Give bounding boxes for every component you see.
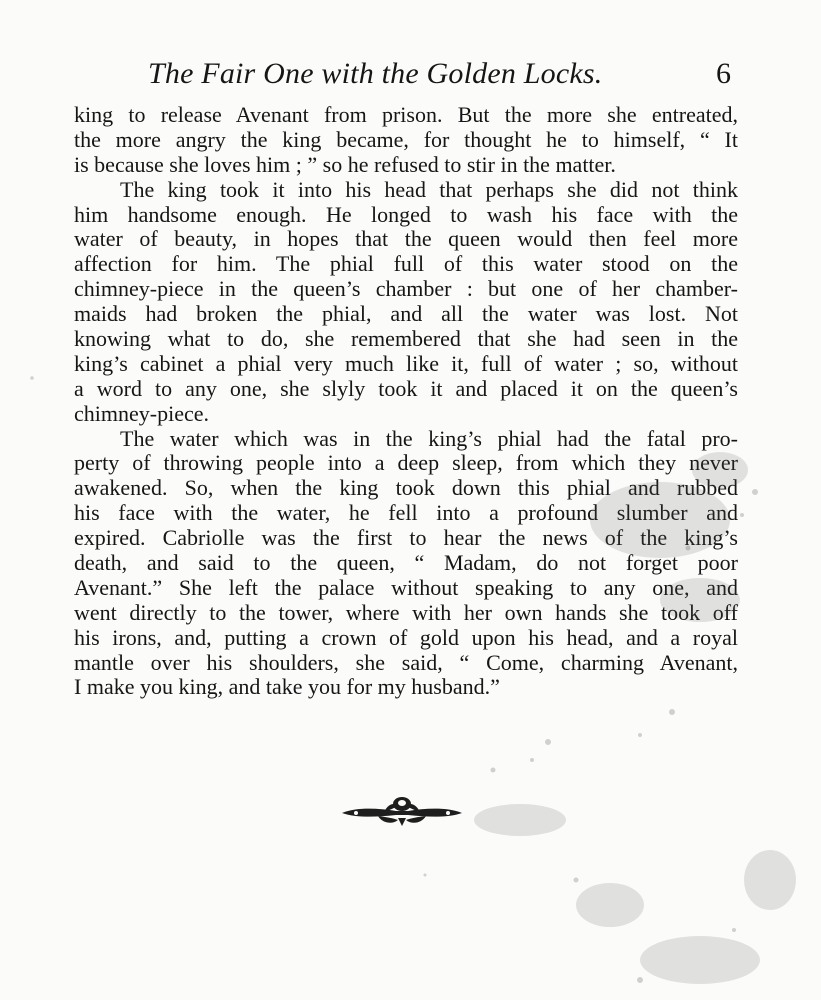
text-line: a word to any one, she slyly took it and placed it on the queen’s [74, 376, 738, 401]
body-text [74, 103, 738, 700]
text-line: went directly to the tower, where with her own hands she took off [74, 600, 738, 625]
text-line: mantle over his shoulders, she said, “ Come, charming Avenant, [74, 650, 738, 675]
text-line: expired. Cabriolle was the first to hear the news of the king’s [74, 526, 738, 551]
text-line: is because she loves him ; ” so he refused to stir in the matter. [74, 152, 616, 177]
text-line: his face with the water, he fell into a profound slumber and [74, 501, 738, 526]
text-line: perty of throwing people into a deep sleep, from which they never [74, 451, 738, 476]
paragraph-first-line: The water which was in the king’s phial had the fatal pro- [120, 426, 738, 451]
text-line: him handsome enough. He longed to wash his face with the [74, 202, 738, 227]
text-line: I make you king, and take you for my husband.” [74, 675, 500, 700]
text-line: king’s cabinet a phial very much like it, full of water ; so, without [74, 351, 738, 376]
text-line: chimney-piece. [74, 401, 209, 426]
text-line: knowing what to do, she remembered that she had seen in the [74, 327, 738, 352]
text-line: king to release Avenant from prison. But the more she entreated, [74, 103, 738, 127]
text-line: affection for him. The phial full of this water stood on the [74, 252, 738, 277]
text-line: his irons, and, putting a crown of gold upon his head, and a royal [74, 625, 738, 650]
text-line: awakened. So, when the king took down this phial and rubbed [74, 476, 738, 501]
text-line: maids had broken the phial, and all the water was lost. Not [74, 302, 738, 327]
running-title: The Fair One with the Golden Locks. [148, 57, 603, 90]
page-number: 6 [716, 57, 731, 90]
text-line: death, and said to the queen, “ Madam, do not forget poor [74, 551, 738, 576]
paragraph-first-line: The king took it into his head that perhaps she did not think [120, 177, 738, 202]
text-line: chimney-piece in the queen’s chamber : but one of her chamber- [74, 277, 738, 302]
text-line: water of beauty, in hopes that the queen would then feel more [74, 227, 738, 252]
text-line: the more angry the king became, for thought he to himself, “ It [74, 127, 738, 152]
tailpiece-ornament-icon [338, 792, 466, 832]
text-line: Avenant.” She left the palace without speaking to any one, and [74, 575, 738, 600]
